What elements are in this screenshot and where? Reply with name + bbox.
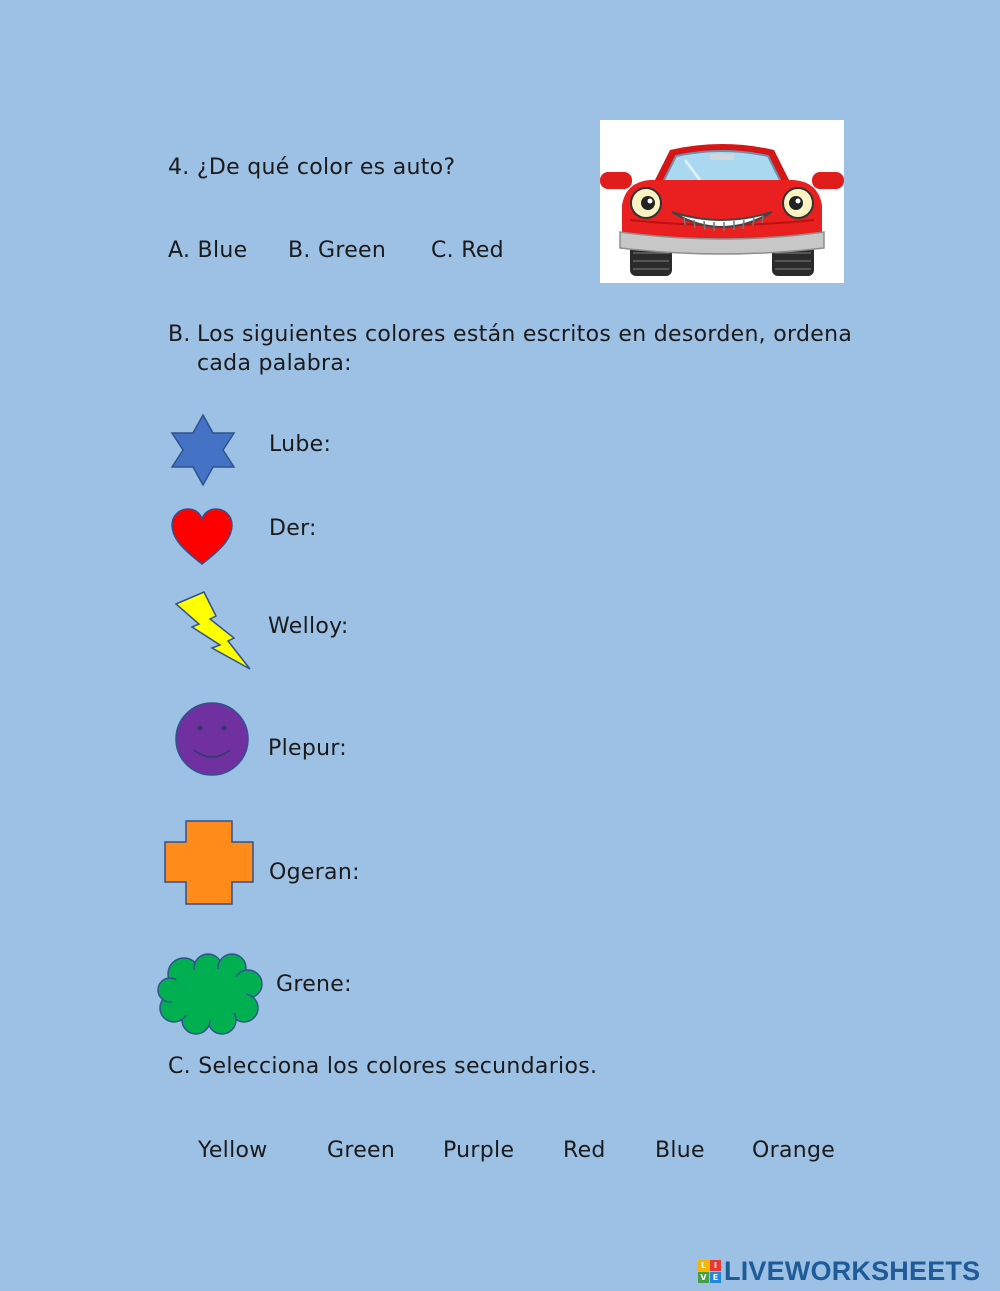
item-label-grene: Grene: bbox=[276, 972, 352, 997]
plus-cross-icon bbox=[163, 819, 255, 907]
word-option-red[interactable]: Red bbox=[563, 1138, 606, 1163]
item-label-der: Der: bbox=[269, 516, 317, 541]
item-label-lube: Lube: bbox=[269, 432, 332, 457]
logo-squares-icon bbox=[698, 1260, 721, 1283]
word-option-purple[interactable]: Purple bbox=[443, 1138, 515, 1163]
heart-icon bbox=[170, 507, 234, 567]
section-b-marker: B. bbox=[168, 322, 191, 347]
word-option-yellow[interactable]: Yellow bbox=[198, 1138, 268, 1163]
liveworksheets-logo bbox=[698, 1256, 980, 1286]
word-option-orange[interactable]: Orange bbox=[752, 1138, 836, 1163]
section-b-text: Los siguientes colores están escritos en desorden, ordena cada palabra: bbox=[197, 322, 853, 376]
logo-letter-v: V bbox=[698, 1272, 709, 1283]
word-option-blue[interactable]: Blue bbox=[655, 1138, 705, 1163]
option-b-green[interactable]: B. Green bbox=[288, 238, 387, 263]
section-c-instruction: C. Selecciona los colores secundarios. bbox=[168, 1054, 598, 1079]
logo-letter-i: I bbox=[710, 1260, 721, 1271]
section-b-instruction bbox=[168, 320, 858, 378]
item-label-welloy: Welloy: bbox=[268, 614, 349, 639]
word-option-green[interactable]: Green bbox=[327, 1138, 396, 1163]
logo-text: LIVEWORKSHEETS bbox=[724, 1255, 981, 1286]
logo-letter-e: E bbox=[710, 1272, 721, 1283]
lightning-bolt-icon bbox=[174, 590, 252, 672]
option-a-blue[interactable]: A. Blue bbox=[168, 238, 248, 263]
item-label-plepur: Plepur: bbox=[268, 736, 347, 761]
cloud-icon bbox=[156, 952, 264, 1036]
question-4-prompt: 4. ¿De qué color es auto? bbox=[168, 155, 456, 180]
logo-letter-l: L bbox=[698, 1260, 709, 1271]
option-c-red[interactable]: C. Red bbox=[431, 238, 504, 263]
star-icon bbox=[168, 412, 238, 488]
smiley-face-icon bbox=[174, 700, 250, 778]
red-car-image bbox=[600, 120, 844, 283]
item-label-ogeran: Ogeran: bbox=[269, 860, 360, 885]
